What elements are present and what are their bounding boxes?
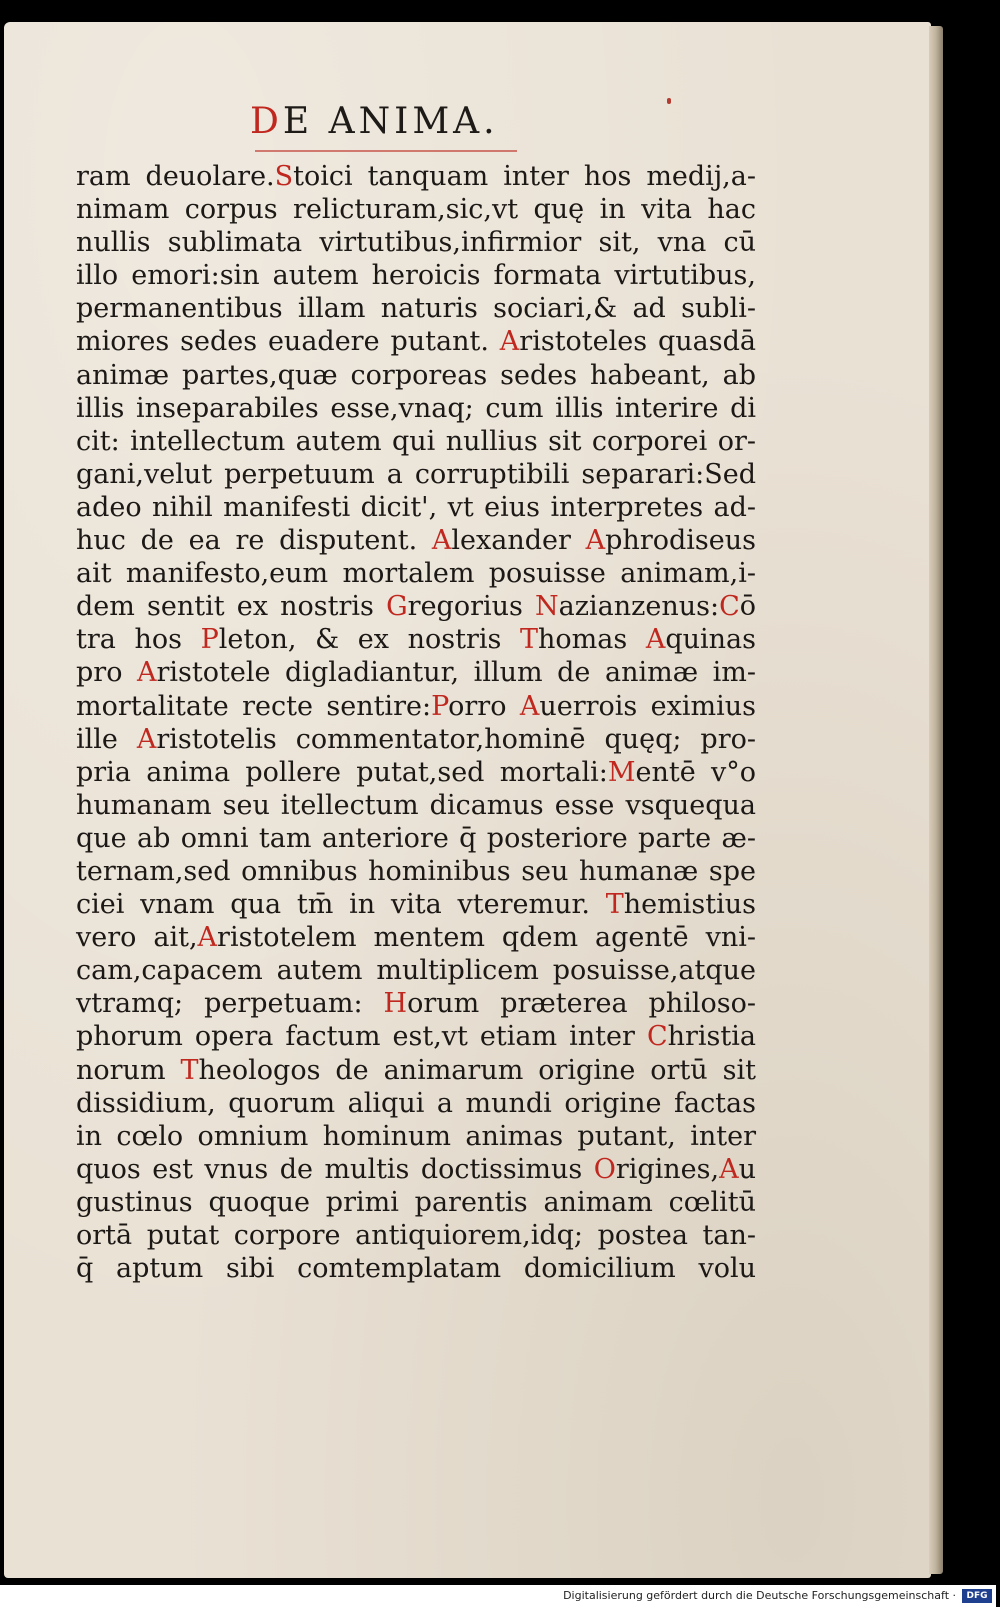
text-segment: ristotelis commentator,hominē quęq; pro-: [156, 723, 756, 755]
rubricated-initial: P: [200, 624, 219, 656]
text-segment: rigines,: [615, 1153, 720, 1185]
text-segment: hristia: [667, 1021, 756, 1053]
text-line: [76, 392, 756, 425]
text-segment: u: [738, 1153, 756, 1185]
text-segment: ternam,sed omnibus hominibus seu humanæ spe: [76, 855, 756, 887]
rubricated-initial: A: [431, 525, 452, 557]
text-line: [76, 590, 756, 623]
header-underline: [255, 150, 517, 152]
rubricated-initial: A: [585, 525, 606, 557]
text-line: [76, 359, 756, 392]
text-segment: mortalitate recte sentire:: [76, 690, 432, 722]
text-segment: orro: [448, 690, 520, 722]
rubricated-initial: A: [519, 690, 540, 722]
text-segment: lexander: [451, 525, 586, 557]
header-rubricated-initial: D: [250, 101, 283, 142]
text-line: [76, 656, 756, 689]
text-line: [76, 789, 756, 822]
text-line: [76, 292, 756, 325]
rubricated-initial: A: [197, 922, 218, 954]
text-segment: norum: [76, 1054, 181, 1086]
text-line: [76, 756, 756, 789]
rubricated-initial: T: [180, 1054, 199, 1086]
text-segment: phrodiseus: [605, 525, 756, 557]
page-fore-edge: [929, 26, 943, 1574]
text-segment: que ab omni tam anteriore q̄ posteriore parte æ-: [76, 822, 756, 854]
text-segment: pro: [76, 657, 138, 689]
text-line: [76, 226, 756, 259]
text-segment: ciei vnam qua tm̄ in vita vteremur.: [76, 889, 606, 921]
text-segment: ortā putat corpore antiquiorem,idq; postea tan-: [76, 1220, 756, 1251]
rubricated-initial: A: [499, 326, 520, 358]
rubricated-initial: G: [386, 591, 408, 623]
text-segment: vero ait,: [76, 922, 198, 954]
text-segment: gustinus quoque primi parentis animam cœlitū: [76, 1186, 756, 1218]
text-line: [76, 1020, 756, 1053]
footer-credit: Digitalisierung gefördert durch die Deutsche Forschungsgemeinschaft ·: [563, 1589, 956, 1602]
text-line: [76, 1120, 756, 1153]
text-line: [76, 425, 756, 458]
text-segment: cit: intellectum autem qui nullius sit corporei or-: [76, 425, 756, 457]
rubricated-initial: C: [719, 591, 740, 623]
rubricated-initial: T: [519, 624, 538, 656]
dfg-logo: DFG: [962, 1589, 992, 1603]
rubricated-initial: A: [719, 1153, 739, 1185]
rubricated-initial: P: [431, 690, 449, 722]
text-segment: illis inseparabiles esse,vnaq; cum illis interire di: [76, 392, 756, 424]
text-segment: entē v°o: [635, 756, 756, 788]
text-line: [76, 1186, 756, 1219]
text-segment: permanentibus illam naturis sociari,& ad subli-: [76, 293, 756, 325]
text-segment: huc de ea re disputent.: [76, 525, 432, 557]
text-segment: dissidium, quorum aliqui a mundi origine factas: [76, 1087, 756, 1119]
text-segment: adeo nihil manifesti dicit', vt eius interpretes ad-: [76, 491, 756, 523]
text-segment: ram deuolare.: [76, 161, 275, 192]
text-segment: animæ partes,quæ corporeas sedes habeant, ab: [76, 359, 756, 391]
rubricated-initial: A: [136, 723, 157, 755]
text-segment: orum præterea philoso-: [407, 988, 756, 1020]
text-line: [76, 723, 756, 756]
text-segment: quinas: [665, 624, 756, 656]
text-line: [76, 325, 756, 358]
rubricated-initial: S: [274, 161, 294, 192]
text-segment: hemistius: [623, 889, 756, 921]
text-line: [76, 855, 756, 888]
text-segment: gani,velut perpetuum a corruptibili separari:Sed: [76, 458, 756, 490]
text-line: [76, 458, 756, 491]
text-line: [76, 491, 756, 524]
text-line: [76, 1087, 756, 1120]
text-segment: heologos de animarum origine ortū sit: [198, 1054, 756, 1086]
running-header: [250, 101, 499, 142]
text-line: [76, 822, 756, 855]
text-line: [76, 987, 756, 1020]
text-segment: nimam corpus relicturam,sic,vt quę in vita hac: [76, 194, 756, 226]
text-line: [76, 259, 756, 292]
text-segment: ristotelem mentem qdem agentē vni-: [217, 922, 756, 954]
text-segment: regorius: [407, 591, 536, 623]
text-line: [76, 1054, 756, 1087]
rubricated-initial: A: [645, 624, 666, 656]
text-segment: vtramq; perpetuam:: [76, 988, 384, 1020]
red-ink-speck: [667, 98, 671, 104]
text-segment: uerrois eximius: [539, 690, 756, 722]
body-text: [76, 160, 756, 1285]
text-segment: toici tanquam inter hos medij,a-: [293, 161, 756, 192]
text-line: [76, 623, 756, 656]
text-segment: pria anima pollere putat,sed mortali:: [76, 756, 608, 788]
text-line: [76, 921, 756, 954]
text-line: [76, 557, 756, 590]
text-segment: q̄ aptum sibi comtemplatam domicilium volu: [76, 1253, 756, 1285]
text-line: [76, 193, 756, 226]
rubricated-initial: C: [646, 1021, 668, 1053]
text-segment: leton, & ex nostris: [218, 624, 520, 656]
rubricated-initial: T: [605, 889, 624, 921]
text-segment: phorum opera factum est,vt etiam inter: [76, 1021, 647, 1053]
text-segment: humanam seu itellectum dicamus esse vsquequa: [76, 789, 756, 821]
text-line: [76, 160, 756, 193]
text-segment: illo emori:sin autem heroicis formata virtutibus,: [76, 260, 756, 292]
header-text: E ANIMA.: [282, 101, 499, 142]
text-line: [76, 1252, 756, 1285]
text-line: [76, 954, 756, 987]
text-line: [76, 888, 756, 921]
text-line: [76, 1219, 756, 1252]
text-line: [76, 524, 756, 557]
rubricated-initial: M: [607, 756, 636, 788]
text-segment: ristoteles quasdā: [519, 326, 756, 358]
text-segment: tra hos: [76, 624, 201, 656]
rubricated-initial: O: [593, 1153, 616, 1185]
rubricated-initial: H: [383, 988, 408, 1020]
text-segment: ristotele digladiantur, illum de animæ im-: [156, 657, 756, 689]
text-segment: homas: [537, 624, 646, 656]
text-segment: ille: [76, 723, 137, 755]
text-segment: miores sedes euadere putant.: [76, 326, 500, 358]
text-segment: dem sentit ex nostris: [76, 591, 387, 623]
rubricated-initial: N: [535, 591, 559, 623]
text-segment: quos est vnus de multis doctissimus: [76, 1153, 594, 1185]
text-segment: in cœlo omnium hominum animas putant, inter: [76, 1120, 756, 1152]
text-segment: cam,capacem autem multiplicem posuisse,atque: [76, 955, 756, 987]
text-line: [76, 690, 756, 723]
digitization-footer: [0, 1585, 996, 1607]
text-segment: ait manifesto,eum mortalem posuisse animam,i-: [76, 558, 756, 590]
text-segment: azianzenus:: [558, 591, 720, 623]
text-line: [76, 1153, 756, 1186]
text-segment: ō: [739, 591, 756, 623]
text-segment: nullis sublimata virtutibus,infirmior sit, vna cū: [76, 227, 756, 259]
rubricated-initial: A: [137, 657, 157, 689]
